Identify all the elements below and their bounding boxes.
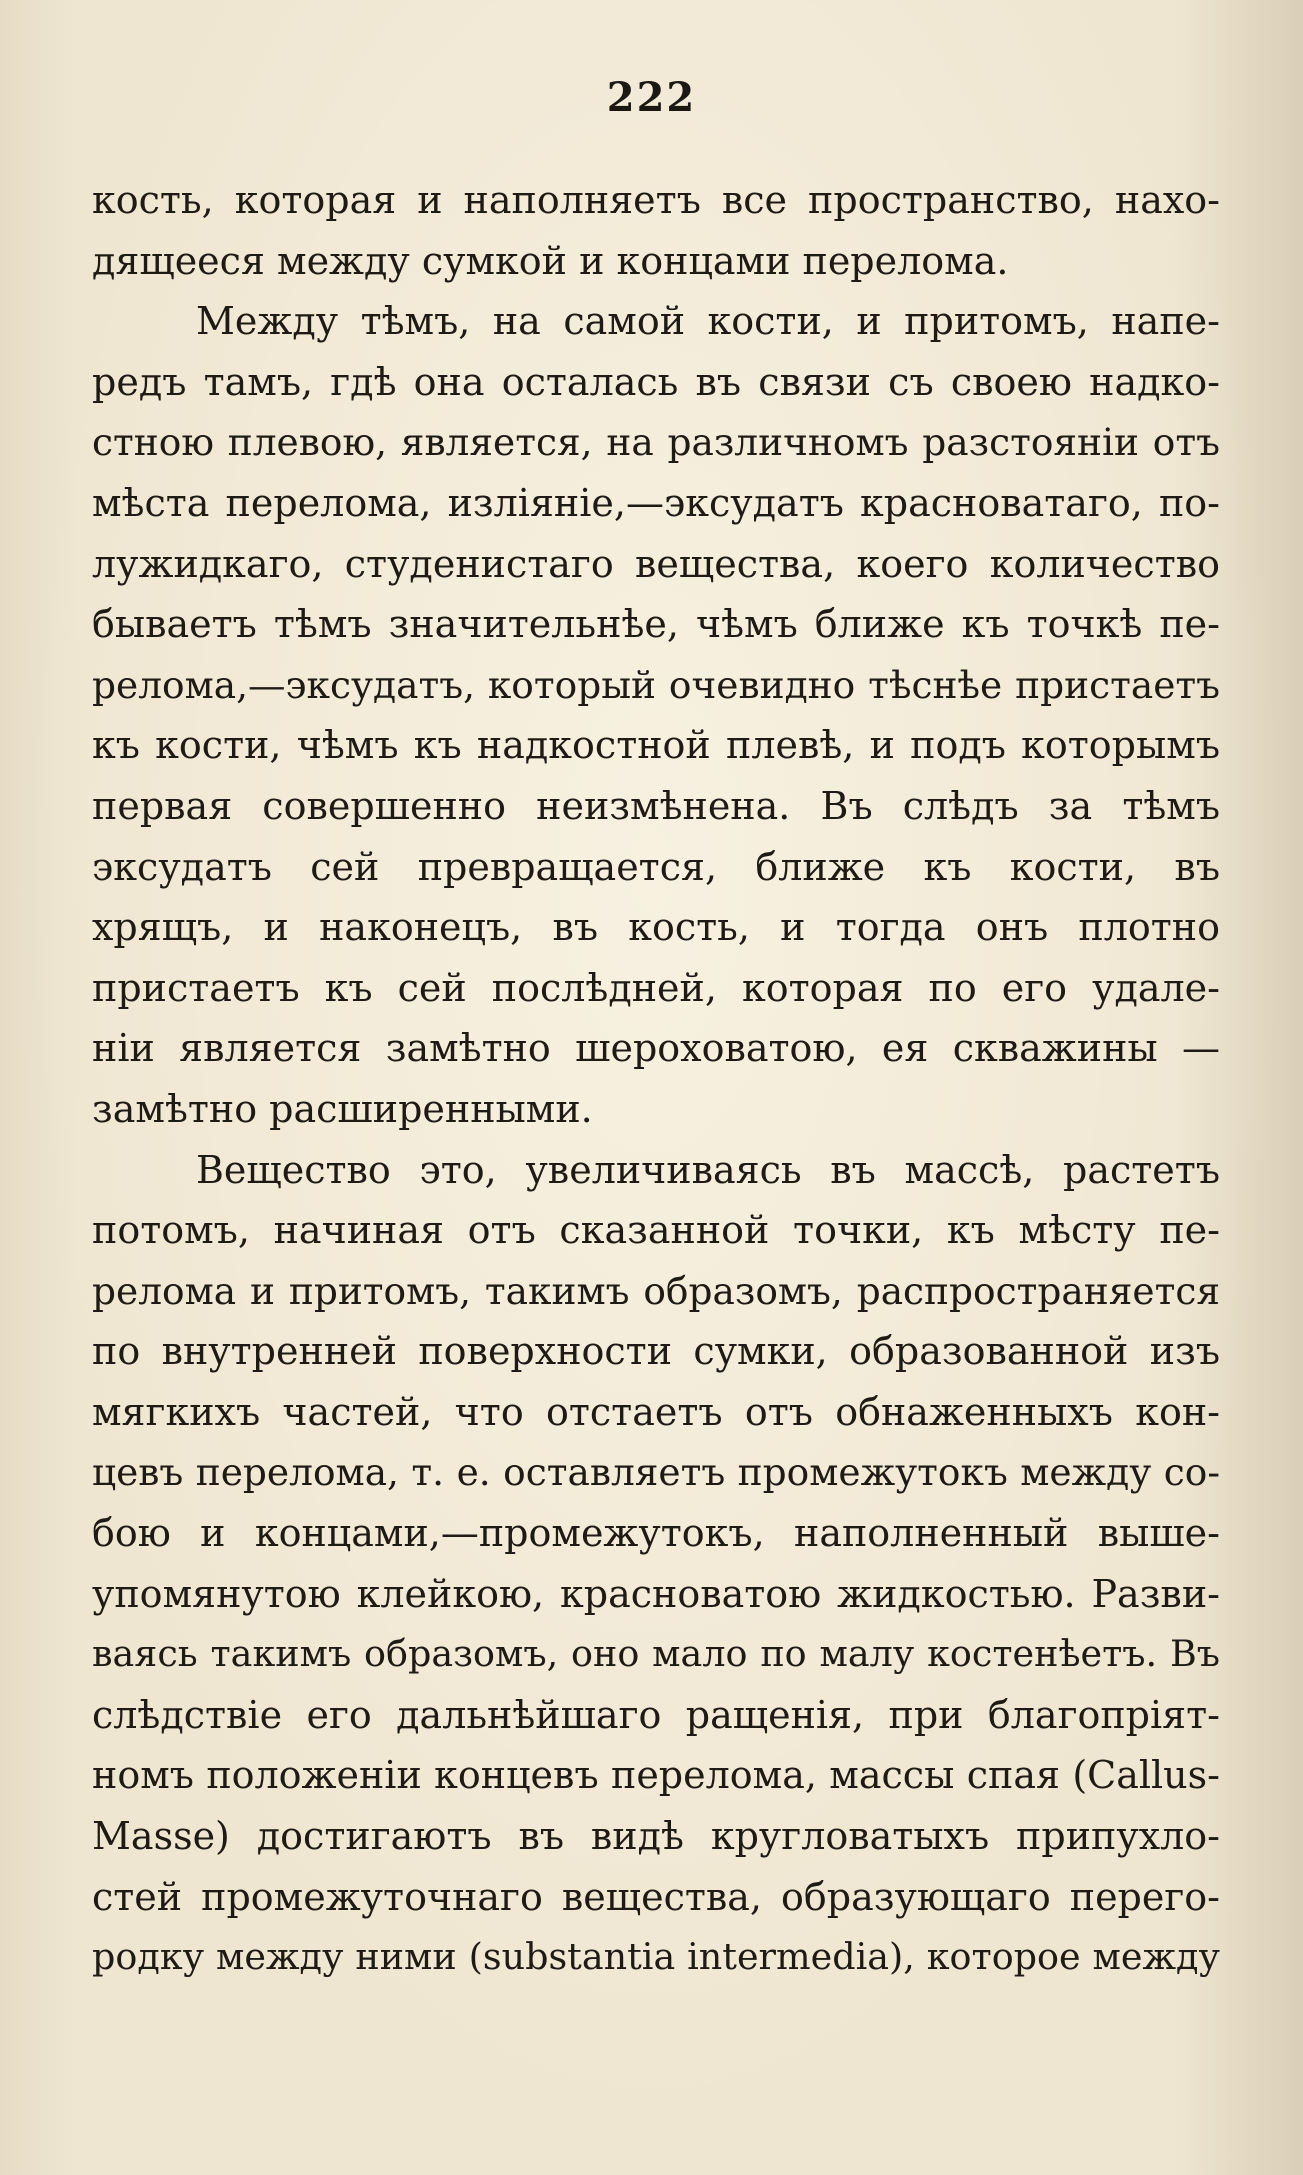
text-line: мягкихъ частей, что отстаетъ отъ обнаженныхъ кон- (92, 1389, 1220, 1434)
text-line: лужидкаго, студенистаго вещества, коего количество (92, 541, 1220, 586)
text-line: хрящъ, и наконецъ, въ кость, и тогда онъ плотно (92, 905, 1220, 950)
page-number: 222 (606, 74, 697, 121)
text-line: къ кости, чѣмъ къ надкостной плевѣ, и подъ которымъ (92, 723, 1220, 768)
text-line: дящееся между сумкой и концами перелома. (92, 238, 1009, 283)
text-line: стей промежуточнаго вещества, образующаго перего- (92, 1874, 1220, 1919)
text-line: родку между ними (substantia intermedia), которое между (92, 1935, 1220, 1979)
text-line: пристаетъ къ сей послѣдней, которая по его удале- (92, 965, 1220, 1010)
text-line: первая совершенно неизмѣнена. Въ слѣдъ за тѣмъ (92, 783, 1220, 828)
text-line: редъ тамъ, гдѣ она осталась въ связи съ своею надко- (92, 359, 1220, 404)
text-line: ваясь такимъ образомъ, оно мало по малу костенѣетъ. Въ (92, 1632, 1220, 1676)
text-line: слѣдствiе его дальнѣйшаго ращенiя, при благопрiят- (92, 1692, 1220, 1737)
text-line: эксудатъ сей превращается, ближе къ кости, въ (92, 844, 1220, 889)
text-line: нiи является замѣтно шероховатою, ея скважины — (92, 1026, 1220, 1071)
text-line: потомъ, начиная отъ сказанной точки, къ мѣсту пе- (92, 1208, 1220, 1253)
text-line: стною плевою, является, на различномъ разстоянiи отъ (92, 420, 1220, 465)
text-line: Masse) достигаютъ въ видѣ кругловатыхъ припухло- (92, 1814, 1220, 1859)
text-line: релома,—эксудатъ, который очевидно тѣснѣе пристаетъ (92, 662, 1220, 707)
text-line: релома и притомъ, такимъ образомъ, распространяется (92, 1268, 1220, 1313)
text-line: Вещество это, увеличиваясь въ массѣ, растетъ (196, 1147, 1220, 1192)
text-line: замѣтно расширенными. (92, 1086, 593, 1131)
text-line: по внутренней поверхности сумки, образованной изъ (92, 1329, 1220, 1374)
text-line: бою и концами,—промежутокъ, наполненный выше- (92, 1511, 1220, 1556)
text-line: номъ положенiи концевъ перелома, массы спая (Callus- (92, 1753, 1220, 1798)
text-line: кость, которая и наполняетъ все пространство, нахо- (92, 178, 1220, 222)
text-line: бываетъ тѣмъ значительнѣе, чѣмъ ближе къ точкѣ пе- (92, 602, 1220, 647)
text-line: мѣста перелома, изліяніе,—эксудатъ красноватаго, по- (92, 480, 1220, 525)
body-text (92, 170, 1220, 1988)
text-line: упомянутою клейкою, красноватою жидкостью. Разви- (92, 1571, 1220, 1616)
text-line: Между тѣмъ, на самой кости, и притомъ, напе- (196, 299, 1220, 344)
text-line: цевъ перелома, т. е. оставляетъ промежутокъ между со- (92, 1450, 1220, 1495)
